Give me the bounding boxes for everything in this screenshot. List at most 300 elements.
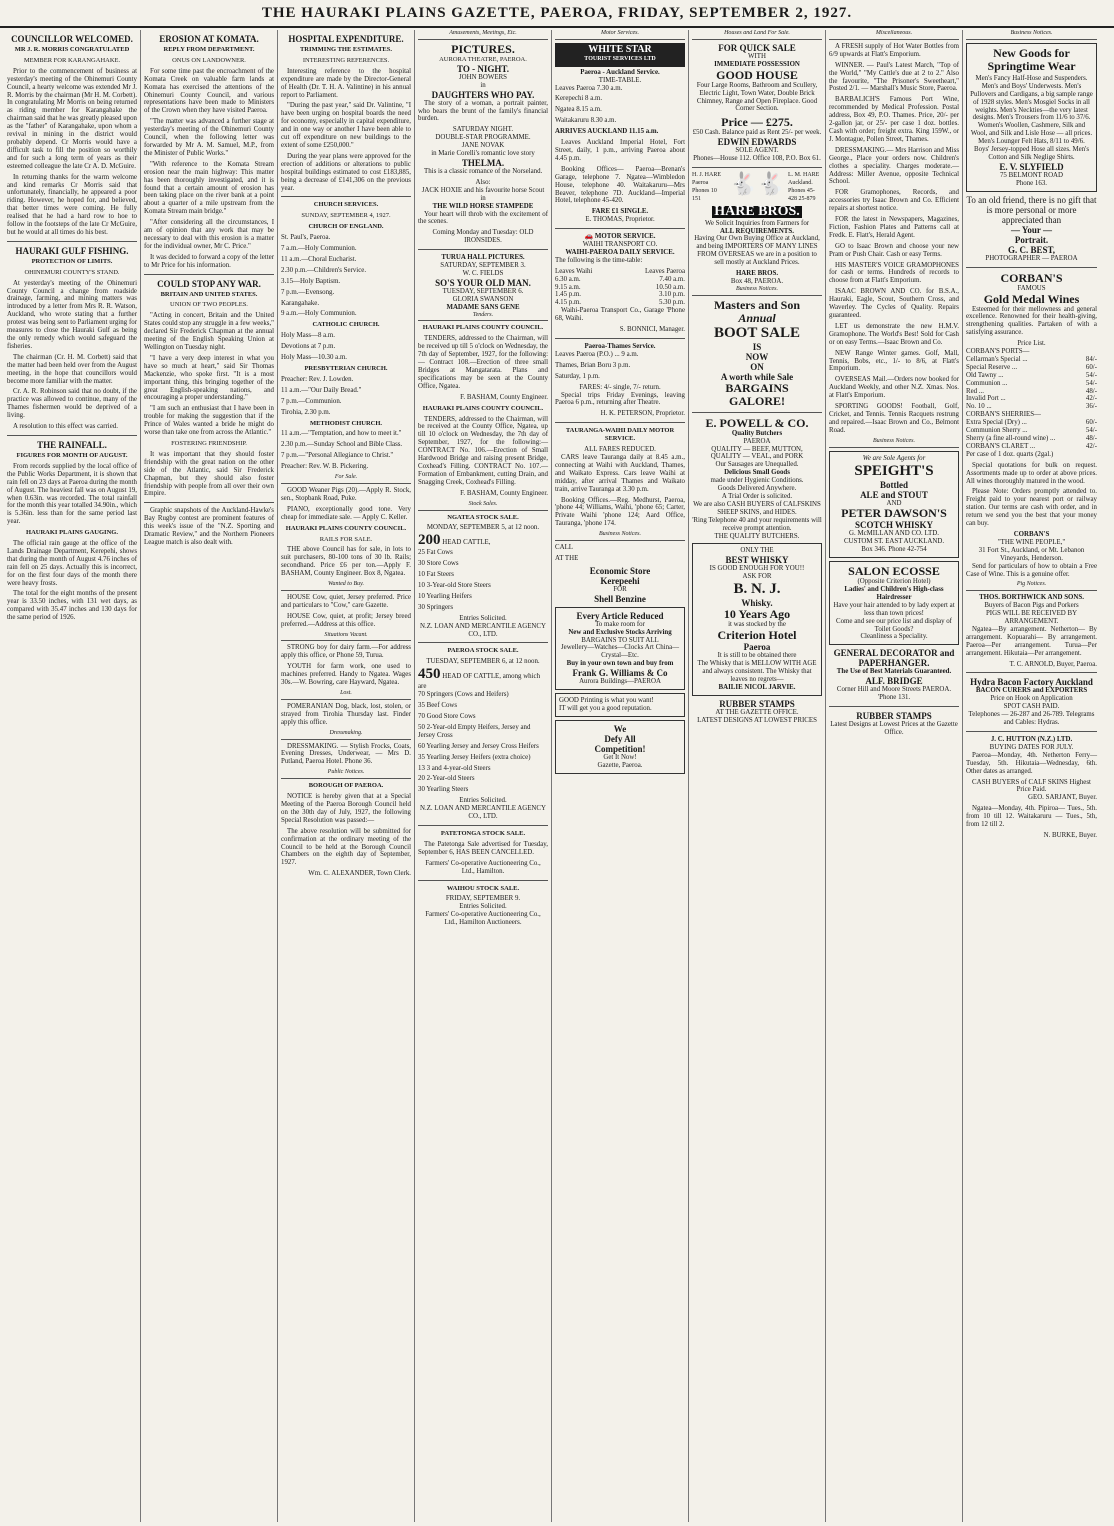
film-description: This is a classic romance of the Norseland. xyxy=(424,167,543,175)
hotel-location: Paeroa xyxy=(743,642,771,653)
ad-line: The Whisky that is MELLOW WITH AGE and always consistent. The Whisky that leaves no regrets— xyxy=(697,659,817,683)
store-address: Aurora Buildings—PAEROA xyxy=(579,678,661,686)
ad-line: FAMOUS xyxy=(1017,284,1046,292)
ad-paragraph: Having Our Own Buying Office at Auckland, and being IMPORTERS OF MANY LINES FROM OVERSEAS we are in a position to sell mostly at Auckland Prices. xyxy=(694,235,820,267)
service-line: Preacher: Rev. J. Lowden. xyxy=(281,375,354,383)
ad-line: AT THE xyxy=(555,554,579,562)
section-heading: Wanted to Buy. xyxy=(281,581,411,591)
timetable-note: Leaves Auckland Imperial Hotel, Fort Street, daily, 1 p.m., arriving Paeroa about 4.45 p.m. xyxy=(555,139,685,162)
ad-line: AT THE GAZETTE OFFICE. xyxy=(715,708,799,716)
film-star: GLORIA SWANSON xyxy=(452,295,514,303)
ad-line: — Your — xyxy=(1010,224,1052,235)
stock-line: 13 3 and 4-year-old Steers xyxy=(418,764,491,772)
frank-williams-ad xyxy=(555,607,685,690)
divider xyxy=(692,167,822,168)
company-name: Hydra Bacon Factory Auckland xyxy=(970,677,1093,688)
stock-line: 30 Yearling Steers xyxy=(418,786,469,794)
ad-line: Have your hair attended to by lady expert at less than town prices! xyxy=(833,601,955,617)
hare-bros-header xyxy=(692,172,822,204)
classified-ad: HOUSE Cow, quiet, at profit; Jersey breed preferred.—Address at this office. xyxy=(281,612,411,628)
service-line: 9 a.m.—Holy Communion. xyxy=(281,310,357,318)
classified-ad: BARBALICH'S Famous Port Wine, recommended by Medical Profession. Postal address, Box 49, P.O. Thames. Price, 20/- per 2-gallon jar, or 25/- per case 1 doz. bottles. Cash with order; freight extra. King 159W., or J. Montague, Pollen Street, Thames. xyxy=(829,96,959,143)
ad-line: We are Sole Agents for xyxy=(862,454,926,462)
timetable-line: Leaves Paeroa 7.30 a.m. xyxy=(555,84,623,92)
timetable-row: 6.30 a.m. 7.40 a.m. xyxy=(555,275,685,283)
article-paragraph: Graphic snapshots of the Auckland-Hawke's Bay Rugby contest are prominent features of this week's issue of the "N.Z. Sporting and Dramatic Review," and the Northern Pioneers League match is also dealt with. xyxy=(144,507,274,546)
company-phone: Telephones — 26-287 and 26-789. Telegrams and Cables: Hydras. xyxy=(968,711,1095,727)
classified-ad: LET us demonstrate the new H.M.V. Gramophone. The World's Best! Sold for Cash or on easy Terms.—Isaac Brown and Co. xyxy=(829,322,959,346)
speights-ad xyxy=(829,451,959,559)
ad-headline: Gold Medal Wines xyxy=(983,291,1080,306)
price-note: Per case of 1 doz. quarts (2gal.) xyxy=(966,450,1054,458)
programme-day: TUESDAY, SEPTEMBER 6. xyxy=(442,287,524,295)
slyfield-ad xyxy=(966,43,1097,192)
article-title: HOSPITAL EXPENDITURE. xyxy=(288,34,404,44)
column-5 xyxy=(552,30,689,1522)
classified-ad: WINNER. — Paul's Latest March, "Top of the World," "My Cattle's due at 2 to 2." Also the favourite, "The Prisoner's Sweetheart," Posted 2/1. — Marshall's Music Store, Paeroa. xyxy=(829,61,959,93)
service-line: 11 a.m.—"Our Daily Bread." xyxy=(281,386,362,394)
notice-heading: HAURAKI PLAINS COUNTY COUNCIL. xyxy=(422,324,544,332)
ad-line: It is still to be obtained there xyxy=(717,652,797,660)
classified-ad: The above resolution will be submitted for confirmation at the ordinary meeting of the Council to be held at the Borough Council Chambers on the eighth day of September, 1927. xyxy=(281,827,411,867)
brand-name: CORBAN'S xyxy=(1013,530,1050,538)
article-paragraph: The chairman (Cr. H. M. Corbett) said that the matter had been held over from the August meeting, in the hope that councillors would become more familiar with the matter. xyxy=(7,353,137,385)
business-name: ALF. BRIDGE xyxy=(865,676,923,687)
film-title: THELMA. xyxy=(461,157,505,168)
article-title: COULD STOP ANY WAR. xyxy=(157,278,261,289)
hotel-name: Criterion Hotel xyxy=(717,628,797,643)
ad-line: 10 Years Ago xyxy=(723,607,791,622)
section-heading: Houses and Land For Sale. xyxy=(692,30,822,40)
salon-ecosse-ad xyxy=(829,561,959,645)
article-title: EROSION AT KOMATA. xyxy=(159,34,259,44)
ad-line: Our Sausages are Unequalled. xyxy=(715,461,799,469)
stock-sale-date: FRIDAY, SEPTEMBER 9. xyxy=(445,895,521,903)
article-subtitle: TRIMMING THE ESTIMATES. xyxy=(299,46,393,53)
agent-name: N.Z. LOAN AND MERCANTILE AGENCY CO., LTD. xyxy=(420,805,546,821)
ad-line: Gazette, Paeroa. xyxy=(597,761,643,769)
divider xyxy=(966,672,1097,673)
film-description: The story of a woman, a portrait painter, who bears the brunt of the family's financial burden. xyxy=(418,99,548,123)
price-row: Red ... 48/- xyxy=(966,387,1097,395)
ad-line: it was stocked by the xyxy=(728,621,786,629)
column-8 xyxy=(963,30,1100,1522)
ad-line: "THE WINE PEOPLE," xyxy=(997,538,1066,546)
car-icon: 🚗 xyxy=(584,233,594,241)
article-paragraph: Interesting reference to the hospital expenditure are made by the Director-General of Health (Dr. T. H. A. Valintine) in his annual report to Parliament. xyxy=(281,67,411,99)
divider xyxy=(7,435,137,436)
stock-sale-headline xyxy=(418,532,548,549)
divider xyxy=(692,412,822,413)
classified-ad: STRONG boy for dairy farm.—For address apply this office, or Phone 59, Turua. xyxy=(281,644,411,660)
company-phone: Box 346. Phone 42-754 xyxy=(861,546,927,554)
section-heading: Tenders. xyxy=(418,312,548,322)
article-subtitle: UNION OF TWO PEOPLES. xyxy=(170,301,248,309)
white-star-logo xyxy=(555,43,685,67)
business-name: G. C. BEST, xyxy=(1007,244,1056,255)
route-name: TAURANGA-WAIHI DAILY MOTOR SERVICE. xyxy=(565,427,675,443)
service-line: Preacher: Rev. W. B. Pickering. xyxy=(281,463,369,471)
ad-line: Whisky. xyxy=(741,598,773,609)
service-line: Tirohia, 2.30 p.m. xyxy=(281,408,331,416)
column-4 xyxy=(415,30,552,1522)
film-description: Your heart will throb with the excitement of the scenes. xyxy=(418,210,548,226)
signature: F. BASHAM, County Engineer. xyxy=(460,489,548,497)
stock-sale-date: TUESDAY, SEPTEMBER 6, at 12 noon. xyxy=(426,658,540,666)
timetable-line: Leaves Paeroa (P.O.) ... 9 a.m. xyxy=(555,350,639,358)
service-line: 11 a.m.—"Temptation, and how to meet it." xyxy=(281,430,402,438)
ad-line: BARGAINS TO SUIT ALL xyxy=(581,636,659,644)
cattle-label: HEAD OF CATTLE, among which are xyxy=(418,673,541,691)
service-line: 2.30 p.m.—Sunday School and Bible Class. xyxy=(281,441,403,449)
timetable-line: Thames, Brian Boru 3 p.m. xyxy=(555,361,631,369)
company-name: J. C. HUTTON (N.Z.) LTD. xyxy=(990,736,1073,743)
entries-note: Entries Solicited. xyxy=(459,903,507,911)
section-heading: Miscellaneous. xyxy=(829,30,959,40)
price-category: CORBAN'S PORTS— xyxy=(966,348,1030,356)
ad-line: SPOT CASH PAID. xyxy=(1003,703,1060,711)
divider xyxy=(418,642,548,643)
ad-line: Competition! xyxy=(594,743,646,754)
classified-ad: GO to Isaac Brown and choose your new Pram or Push Chair. Cash or easy Terms. xyxy=(829,242,959,258)
section-heading: Situations Vacant. xyxy=(281,632,411,642)
ad-paragraph: Ngatea—By arrangement. Netherton— By arrangement. Kopuarahi— By arrangement. Paeroa—Per arrangement. Turua—Per arrangement. Hikutaia—Per arrangement. xyxy=(966,625,1097,657)
signature: GEO. SARJANT, Buyer. xyxy=(1028,794,1097,802)
proprietor: E. THOMAS, Proprietor. xyxy=(585,216,655,224)
route-name: Paeroa-Thames Service. xyxy=(584,343,656,350)
article-paragraph: In returning thanks for the warm welcome and kind remarks Cr Morris said that unfortunately, financially, he appeared a poor riding. However, he hoped for, and believed, that better times were coming. He fully realised that he had a hard row to hoe to follow in the footsteps of the late Cr McGuire, but he would at all times do his best. xyxy=(7,173,137,236)
company-name: G. McMILLAN AND CO. LTD. xyxy=(849,530,939,538)
ad-items: Men's Fancy Half-Hose and Suspenders. Men's and Boys' Underwests. Men's Pullovers and Cardigans, a big sample range of 1928 styles. Men's Mosgiel Socks in all weights. Men's Neckties—the very latest designs. Men's Trousers from 11/6 to 37/6. Women's Woollen, Cashmere, Silk and Wool, and Silk and Lisle Hose — all prices. Men's Lounger Felt Hats, 8/11 to 49/6. Boys' Jersey-topped Hose all sizes. Men's Cotton and Silk Neglige Shirts. xyxy=(970,74,1093,161)
classified-ad: OVERSEAS Mail.—Orders now booked for Auckland Weekly, and other N.Z. Xmas. Nos. at Flatt's Emporium. xyxy=(829,376,959,400)
ad-headline: RUBBER STAMPS xyxy=(856,711,932,722)
agent-title: SOLE AGENT. xyxy=(735,147,779,155)
classified-ad: FOR Gramophones, Records, and accessories try Isaac Brown and Co. Efficient repairs at shortest notice. xyxy=(829,189,959,213)
article-paragraph: "During the past year," said Dr. Valintine, "I have been urging on hospital boards the need for economy, especially in capital expenditure, and in one way or another I have been able to cut off expenditure on new buildings to the extent of some £250,000." xyxy=(281,102,411,149)
article-paragraph: The official rain gauge at the office of the Lands Drainage Department, Kerepehi, shows that during the month of August 4.76 inches of rain fell on 25 days. Actually this is incorrect, for on the first four days of the month there were heavy frosts. xyxy=(7,540,137,587)
timetable-line: Kerepechi 8 a.m. xyxy=(555,95,603,103)
ad-line: PIGS WILL BE RECEIVED BY ARRANGEMENT. xyxy=(985,610,1078,626)
theatre-name: AURORA THEATRE, PAEROA. xyxy=(439,55,527,63)
service-description: CARS leave Tauranga daily at 8.45 a.m., connecting at Waihi with Auckland, Thames, and Waikato Express. Cars leave Waihi at midday, after arrival Thames and Waikato train, arrive Tauranga at 3.30 p.m. xyxy=(555,453,685,493)
price-row: No. 10 ... 36/- xyxy=(966,403,1097,411)
price-list xyxy=(966,348,1097,451)
stock-sale-headline xyxy=(418,666,548,691)
article-subtitle: FIGURES FOR MONTH OF AUGUST. xyxy=(16,451,128,459)
article-paragraph: It was important that they should foster friendship with the great nation on the other side of the Atlantic, said Sir Frederick Chapman, but they should also foster friendship with people from all over their own Empire. xyxy=(144,450,274,498)
article-subtitle: MR J. R. MORRIS CONGRATULATED xyxy=(14,46,130,53)
article-subtitle: INTERESTING REFERENCES. xyxy=(302,56,390,64)
divider xyxy=(418,880,548,881)
article-subtitle: OHINEMURI COUNTY'S STAND. xyxy=(24,268,120,276)
ad-paragraph: Send for particulars of how to obtain a Free Case of Wine. This is a genuine offer. xyxy=(966,562,1097,578)
agent-name: EDWIN EDWARDS xyxy=(717,137,797,148)
ad-line: (Opposite Criterion Hotel) xyxy=(857,578,931,586)
article-paragraph: The total for the eight months of the present year is 33.50 inches, with 131 wet days, as compared with 35.47 inches and 130 days for the same period of 1926. xyxy=(7,590,137,622)
signature: Wm. C. ALEXANDER, Town Clerk. xyxy=(308,870,411,878)
classified-ad: THE above Council has for sale, in lots to suit purchasers, 80-100 tons of 30 lb. Rails; secondhand. Price £6 per ton.—Apply F. BASHAM, County Engineer. Box 8, Ngatea. xyxy=(281,546,411,578)
ad-line: ASK FOR xyxy=(742,573,772,581)
agent-name: Farmers' Co-operative Auctioneering Co., Ltd., Hamilton Auctioneers. xyxy=(425,911,541,927)
ad-line: Price on Hook on Application xyxy=(990,695,1073,703)
brand-name: B. N. J. xyxy=(733,581,781,598)
ad-line: BUYING DATES FOR JULY. xyxy=(989,743,1074,751)
section-heading: Business Notices. xyxy=(829,438,959,448)
column-3 xyxy=(278,30,415,1522)
company-address: 31 Fort St., Auckland, or Mt. Lebanon Vineyards, Henderson. xyxy=(978,546,1085,562)
business-phone: 'Phone 131. xyxy=(877,694,911,702)
white-star-logo-sub: TOURIST SERVICES LTD xyxy=(584,55,656,62)
film-title: MADAME SANS GENE xyxy=(446,303,520,311)
business-name: E. V. SLYFIELD xyxy=(999,161,1064,172)
ad-paragraph: Esteemed for their mellowness and general excellence. Renowned for their health-giving, strengthening qualities. Partaken of with a satisfying assurance. xyxy=(966,305,1097,337)
ad-headline: New Goods for Springtime Wear xyxy=(987,45,1076,73)
stock-sale-title: WAIHOU STOCK SALE. xyxy=(446,884,520,892)
special-trips: Special trips Friday Evenings, leaving Paeroa 6 p.m., returning after Theatre. xyxy=(555,391,685,407)
price-row: Sherry (a fine all-round wine) ... 48/- xyxy=(966,435,1097,442)
programme-day: SATURDAY NIGHT. xyxy=(452,126,514,134)
business-phone: Phone 163. xyxy=(1015,179,1047,187)
price-row: Extra Special (Dry) ... 60/- xyxy=(966,419,1097,427)
ad-line: Get It Now! xyxy=(603,753,637,761)
section-heading: For Sale. xyxy=(281,474,411,484)
ad-line: To make room for xyxy=(595,620,645,628)
divider xyxy=(7,241,137,242)
ad-headline: Every Article Reduced xyxy=(576,610,664,621)
booking-offices: Booking Offices.—Reg. Medhurst, Paeroa, 'phone 44; Williams, Waihi, 'phone 65; Carter, Private Waihi 'phone 124; Aard Office, Tauranga, 'phone 174. xyxy=(555,496,685,528)
booking-offices: Booking Offices— Paeroa—Brenan's Garage, telephone 7. Ngatea—Wimbledon House, telephone 40. Waitakaruru—Mrs Beaver, telephone 7D. Auckland—Imperial Hotel, telephone 45-420. xyxy=(555,165,685,205)
church-place: Karangahake. xyxy=(281,299,320,307)
ad-headline: GOOD HOUSE xyxy=(716,67,798,82)
ad-line: IMMEDIATE POSSESSION xyxy=(714,60,800,68)
company-name: WAIHI TRANSPORT CO. xyxy=(582,241,658,249)
deposit-terms: £50 Cash. Balance paid as Rent 25/- per week. xyxy=(692,129,822,137)
service-line: 7 p.m.—Evensong. xyxy=(281,288,335,296)
classified-ad: A FRESH supply of Hot Water Bottles from 6/9 upwards at Flatt's Emporium. xyxy=(829,42,959,58)
classified-ad: NOTICE is hereby given that at a Special Meeting of the Paeroa Borough Council held on the 30th day of July, 1927, the following Special Resolution was passed:— xyxy=(281,793,411,824)
ad-line: We xyxy=(613,723,627,734)
section-heading: Public Notices. xyxy=(281,769,411,779)
ad-line: ON xyxy=(750,361,764,372)
ad-line: A worth while Sale xyxy=(720,371,794,382)
section-heading: Lost. xyxy=(281,690,411,700)
company-address: CUSTOM ST. EAST AUCKLAND. xyxy=(843,538,945,546)
coming-soon: Coming Monday and Tuesday: OLD IRONSIDES. xyxy=(432,229,534,245)
business-title: PHOTOGRAPHER — PAEROA xyxy=(985,254,1078,262)
section-heading: Business Notices. xyxy=(692,286,822,296)
company-name: THOS. BORTHWICK AND SONS. xyxy=(979,594,1084,602)
store-location: Kerepeehi xyxy=(600,575,640,586)
ad-line: Annual xyxy=(738,310,776,325)
article-subtitle: MEMBER FOR KARANGAHAKE. xyxy=(23,56,121,64)
church-name: CHURCH OF ENGLAND. xyxy=(308,223,384,231)
ad-line: IS GOOD ENOUGH FOR YOU!! xyxy=(709,565,805,573)
ad-line: A Trial Order is solicited. xyxy=(721,493,793,500)
ad-paragraph: Paeroa—Monday, 4th. Netherton Ferry—Tuesday, 5th. Hikutaia—Wednesday, 6th. Other dates as arranged. xyxy=(966,751,1097,775)
brand-name: SPEIGHT'S xyxy=(854,462,934,479)
ad-line: Jewellery—Watches—Clocks Art China—Crystal—Etc. xyxy=(560,644,680,660)
article-title: COUNCILLOR WELCOMED. xyxy=(11,34,133,44)
ad-line: We are also CASH BUYERS of CALFSKINS SHEEP SKINS, and HIDES. xyxy=(693,500,821,516)
stock-line: 70 Springers (Cows and Heifers) xyxy=(418,691,509,699)
article-title: HAURAKI GULF FISHING. xyxy=(15,245,129,256)
ad-line: Bottled xyxy=(880,479,908,490)
stock-line: 30 Store Cows xyxy=(418,560,459,568)
store-name: Economic Store xyxy=(589,565,651,576)
service-line: Devotions at 7 p.m. xyxy=(281,343,336,351)
stock-line: 35 Beef Cows xyxy=(418,702,458,710)
film-title: DAUGHTERS WHO PAY. xyxy=(431,89,535,100)
film-also: Also: xyxy=(475,178,491,186)
divider xyxy=(418,249,548,250)
notice-heading: HAURAKI PLAINS COUNTY COUNCIL. xyxy=(285,524,407,532)
theatre-name: TURUA HALL PICTURES. xyxy=(441,254,525,262)
article-paragraph: Cr. A. R. Robinson said that no doubt, if the practice was allowed to continue, many of the Thames fishermen would be deprived of a living. xyxy=(7,388,137,420)
motor-service-heading: 🚗 MOTOR SERVICE. xyxy=(584,233,656,241)
stock-line: 25 Fat Cows xyxy=(418,549,453,557)
price-row: Cellarman's Special ... 84/- xyxy=(966,355,1097,363)
church-name: CATHOLIC CHURCH. xyxy=(312,321,380,329)
hare-paeroa-contact: H. J. HARE Paeroa Phones 10 151 xyxy=(692,172,722,202)
ad-headline: RUBBER STAMPS xyxy=(719,698,795,709)
fare: FARE £1 SINGLE. xyxy=(591,208,649,216)
timetable-heading: TIME-TABLE. xyxy=(598,76,642,84)
hare-bros-logo: HARE BROS. xyxy=(712,206,802,218)
notice-heading: HAURAKI PLAINS COUNTY COUNCIL. xyxy=(422,404,544,412)
timetable-row: 4.15 p.m. 5.30 p.m. xyxy=(555,299,685,307)
church-services-date: SUNDAY, SEPTEMBER 4, 1927. xyxy=(301,212,391,220)
masthead: THE HAURAKI PLAINS GAZETTE, PAEROA, FRIDAY, SEPTEMBER 2, 1927. xyxy=(0,0,1114,28)
ad-line: BARGAINS xyxy=(725,380,789,395)
signature: F. BASHAM, County Engineer. xyxy=(460,393,548,401)
notice-subheading: RAILS FOR SALE. xyxy=(319,535,373,543)
notice-heading: BOROUGH OF PAEROA. xyxy=(308,782,384,790)
ad-line: QUALITY — BEEF, MUTTON, xyxy=(711,445,803,453)
service-line: Holy Mass—8 a.m. xyxy=(281,332,335,340)
ad-line: AND xyxy=(886,499,902,507)
brand-name: BAILIE NICOL JARVIE. xyxy=(718,683,796,691)
divider xyxy=(966,731,1097,732)
classified-ad: FOR the latest in Newspapers, Magazines, Fiction, Fashion Plates and Patterns call at Fredk. E. Flatt's, Herald Agent. xyxy=(829,216,959,239)
film-star: JOHN BOWERS xyxy=(458,73,508,81)
ad-line: ONLY THE xyxy=(740,547,774,555)
defy-competition-ad xyxy=(555,720,685,774)
store-location: PAEROA xyxy=(743,437,771,445)
service-line: 7 a.m.—Holy Communion. xyxy=(281,245,357,253)
article-paragraph: "I am such an enthusiast that I have been in trouble for making the suggestion that if the Prince of Wales wanted a bride he might do worse than take one from across the Atlantic." xyxy=(144,405,274,437)
programme-day: SATURDAY, SEPTEMBER 3. xyxy=(440,262,526,270)
stock-line: 10 Fat Steers xyxy=(418,571,454,579)
column-1 xyxy=(4,30,141,1522)
ad-line: IT will get you a good reputation. xyxy=(559,705,652,712)
price-list-heading: Price List. xyxy=(1017,340,1046,348)
ad-line: Ladies' and Children's High-class Hairdresser xyxy=(844,586,944,601)
service-line: 2.30 p.m.—Children's Service. xyxy=(281,266,367,274)
tender-notice: TENDERS, addressed to the Chairman, will be received up till 5 o'clock on Wednesday, the 7th day of September, 1927, for the following:— Contract 108.—Erection of three small Bridges at Mangatarata. Plans and specifications may be seen at the County Office, Ngatea. xyxy=(418,335,548,390)
article-paragraph: "The matter was advanced a further stage at yesterday's meeting of the Ohinemuri County Council, when the following letter was forwarded by Mr A. M. Samuel, M.P., from the Minister of Public Works." xyxy=(144,118,274,157)
price-row: Communion ... 54/- xyxy=(966,379,1097,387)
article-paragraph: From records supplied by the local office of the Public Works Department, it is shown that rain fell on 23 days at Paeroa during the month of August. The heaviest fall was on August 19, when 0.63in. was recorded. The total rainfall for the month this year totalled 34.90in., which is 5.36in. less than for the same period last year. xyxy=(7,462,137,526)
section-heading: Amusements, Meetings, Etc. xyxy=(418,30,548,40)
classified-ad: NEW Range Winter games. Golf, Mall, Tennis, Bobs, etc., 1/- to 8/6, at Flatt's Emporium. xyxy=(829,349,959,373)
ad-line: BEST WHISKY xyxy=(725,555,789,566)
route-name: Paeroa - Auckland Service. xyxy=(580,68,660,76)
stock-sale-date: MONDAY, SEPTEMBER 5, at 12 noon. xyxy=(426,524,540,532)
divider xyxy=(555,422,685,423)
store-name: E. POWELL & CO. xyxy=(705,415,809,430)
article-paragraph: A resolution to this effect was carried. xyxy=(13,423,118,431)
article-subtitle: REPLY FROM DEPARTMENT. xyxy=(163,46,255,53)
route-name: WAIHI-PAEROA DAILY SERVICE. xyxy=(565,248,675,256)
page-columns xyxy=(4,30,1110,1522)
article-paragraph: Prior to the commencement of business at yesterday's meeting of the Ohinemuri County Council, a hearty welcome was extended Mr J. R. Morris by the chairman (Mr H. M. Corbett). In congratulating Mr Morris on being returned as riding member for Karangahake the chairman said that he was greatly pleased upon as the "father" of Karangahake, upon whom a revival in mining in the district would probably depend. Cr Morris would have a difficult task to fill the position so worthily and for such a long term of years as their esteemed colleague the late Cr A. D. McGuire. xyxy=(7,67,137,170)
column-2 xyxy=(141,30,278,1522)
classified-ad: GOOD Weaner Pigs (20).—Apply R. Stock, sen., Stopbank Road, Puke. xyxy=(281,486,411,502)
article-paragraph: "After considering all the circumstances, I am of opinion that any work that may be necessary to deal with this erosion is a matter for the individual owner, Mr C. Price." xyxy=(144,219,274,250)
timetable-row: 9.15 a.m. 10.50 a.m. xyxy=(555,283,685,291)
stock-line: 70 Good Store Cows xyxy=(418,713,476,720)
signature: T. C. ARNOLD, Buyer, Paeroa. xyxy=(1009,660,1097,668)
agent-name: N.Z. LOAN AND MERCANTILE AGENCY CO., LTD. xyxy=(420,622,546,638)
price-category: CORBAN'S SHERRIES— xyxy=(966,411,1041,419)
stock-line: 10 3-Year-old Store Steers xyxy=(418,582,491,590)
ad-paragraph: Please Note: Orders promptly attended to. Freight paid to your nearest port or railway station. Our terms are cash with order, and in return we send you the best that your money can buy. xyxy=(966,488,1097,528)
ad-paragraph: Special quotations for bulk on request. Assortments made up to order at above prices. All wines thoroughly matured in the wood. xyxy=(966,461,1097,485)
stock-line: 50 2-Year-old Empty Heifers, Jersey and Jersey Cross xyxy=(418,723,531,739)
section-heading: Stock Sales. xyxy=(418,501,548,511)
store-tagline: Quality Butchers xyxy=(731,429,783,437)
classified-ad: SPORTING GOODS! Football, Golf, Cricket, and Tennis. Tennis Racquets restrung and repaired.—Isaac Brown and Co., Belmont Road. xyxy=(829,403,959,434)
ad-paragraph: Ngatea—Monday, 4th. Pipiroa— Tues., 5th. from 10 till 12. Waitakaruru — Tues., 5th, from 12 till 2. xyxy=(966,805,1097,829)
film-star: W. C. FIELDS xyxy=(462,269,504,277)
ad-headline: BOOT SALE xyxy=(713,324,800,341)
ad-line: FOR xyxy=(613,585,627,593)
entries-note: Entries Solicited. xyxy=(459,797,507,805)
cattle-count: 200 xyxy=(418,532,441,549)
film-title: SO'S YOUR OLD MAN. xyxy=(435,277,531,288)
ad-line: Cleanliness a Speciality. xyxy=(860,633,928,641)
cattle-label: HEAD CATTLE, xyxy=(442,539,491,547)
article-subtitle: BRITAIN AND UNITED STATES. xyxy=(160,290,258,298)
price-row: Invalid Port ... 42/- xyxy=(966,395,1097,403)
ad-line: Defy All xyxy=(604,733,636,744)
stock-sale-title: PATETONGA STOCK SALE. xyxy=(440,829,526,837)
ad-line: We Solicit Inquiries from Farmers for xyxy=(704,219,810,227)
article-paragraph: At yesterday's meeting of the Ohinemuri County Council a change from roadside drainage, farming, and mining matters was introduced by a letter from Mrs R. R. Watson, Auckland, who wrote stating that a further protest was being sent to Parliament urging for measures to close the Hauraki Gulf as being the only remedy which would safeguard the fisheries. xyxy=(7,279,137,350)
stock-sale-title: PAEROA STOCK SALE. xyxy=(447,647,519,655)
salon-name: SALON ECOSSE xyxy=(848,564,940,579)
film-star: JACK HOXIE and his favourite horse Scout xyxy=(421,186,545,194)
timetable-line: Ngatea 8.15 a.m. xyxy=(555,106,602,114)
classified-ad: PIANO, exceptionally good tone. Very cheap for immediate sale. — Apply C. Keller. xyxy=(281,505,411,521)
product-name: Shell Benzine xyxy=(594,593,646,604)
stock-line: 35 Yearling Jersey Heifers (extra choice) xyxy=(418,753,531,761)
article-title: HAURAKI PLAINS GAUGING. xyxy=(26,529,118,537)
church-name: PRESBYTERIAN CHURCH. xyxy=(304,365,388,372)
ad-line: Buyers of Bacon Pigs and Porkers xyxy=(984,602,1079,610)
article-paragraph: For some time past the encroachment of the Komata Creek on valuable farm lands at Komata has exercised the attentions of the Ohinemuri County Council, and various representations have been made to Ministers of the Crown when they have visited Paeroa. xyxy=(144,67,274,115)
hare-auckland-contact: L. M. HARE Auckland. Phones 45-428 25-879 xyxy=(787,172,820,202)
timetable-header: Leaves Waihi Leaves Paeroa xyxy=(555,267,685,275)
church-services-heading: CHURCH SERVICES. xyxy=(313,201,379,209)
article-paragraph: "I have a very deep interest in what you have so much at heart," said Sir Thomas Mackenzie, who spoke first. "It is a most important thing, this bringing together of the great English-speaking nations, and encouraging a proper understanding." xyxy=(144,354,274,402)
ad-line: ALL REQUIREMENTS. xyxy=(720,227,794,235)
programme-label: DOUBLE-STAR PROGRAMME. xyxy=(435,134,531,142)
ad-line: made under Hygienic Conditions. xyxy=(710,477,804,485)
film-title: THE WILD HORSE STAMPEDE xyxy=(432,202,534,210)
fares: FARES: 4/- single, 7/- return. xyxy=(579,383,661,391)
ad-line: LATEST DESIGNS AT LOWEST PRICES xyxy=(697,716,817,724)
